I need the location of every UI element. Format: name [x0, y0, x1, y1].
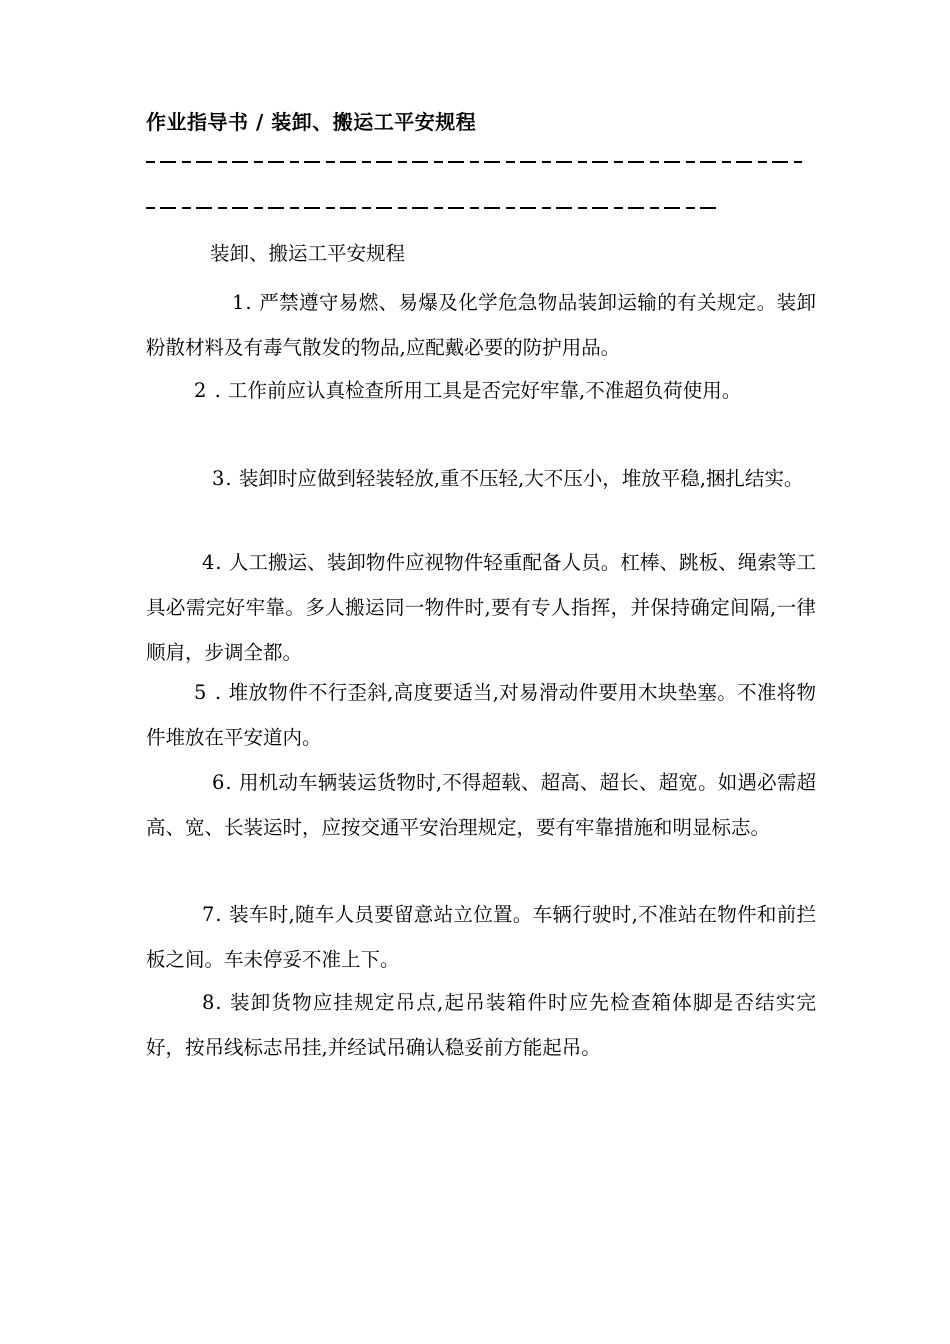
rule-item	[146, 892, 816, 982]
rule-number: 6.	[212, 771, 233, 794]
rule-item	[146, 540, 816, 675]
header-title: 作业指导书 / 装卸、搬运工平安规程	[146, 110, 477, 134]
rule-number: 8.	[202, 991, 223, 1014]
rule-text: 装卸时应做到轻装轻放,重不压轻,大不压小，堆放平稳,捆扎结实。	[238, 467, 804, 490]
rule-item	[146, 760, 816, 850]
rule-number: 7.	[202, 903, 223, 926]
rule-item	[146, 456, 816, 501]
rule-text: 用机动车辆装运货物时,不得超载、超高、超长、超宽。如遇必需超高、宽、长装运时，应按交通平安治理规定，要有牢靠措施和明显标志。	[146, 771, 817, 839]
rule-text: 严禁遵守易燃、易爆及化学危急物品装卸运输的有关规定。装卸粉散材料及有毒气散发的物品,应配戴必要的防护用品。	[146, 291, 816, 359]
rule-text: 装卸货物应挂规定吊点,起吊装箱件时应先检查箱体脚是否结实完好，按吊线标志吊挂,并经试吊确认稳妥前方能起吊。	[146, 991, 816, 1059]
rule-text: 工作前应认真检查所用工具是否完好牢靠,不准超负荷使用。	[228, 379, 742, 402]
rule-item	[146, 670, 816, 760]
rule-item	[146, 280, 816, 370]
rule-number: 3.	[212, 467, 233, 490]
rule-item	[146, 368, 816, 413]
rule-text: 装车时,随车人员要留意站立位置。车辆行驶时,不准站在物件和前拦板之间。车未停妥不准上下。	[146, 903, 816, 971]
rule-text: 人工搬运、装卸物件应视物件轻重配备人员。杠棒、跳板、绳索等工具必需完好牢靠。多人搬运同一物件时,要有专人指挥，并保持确定间隔,一律顺肩，步调全都。	[146, 551, 816, 664]
header-divider	[146, 207, 721, 209]
rule-number: 5 .	[194, 681, 223, 704]
document-title: 装卸、搬运工平安规程	[210, 242, 406, 265]
rule-item	[146, 980, 816, 1070]
header-divider	[146, 161, 802, 163]
rule-number: 2 .	[194, 379, 222, 402]
rule-number: 4.	[202, 551, 223, 574]
rule-number: 1.	[232, 291, 253, 314]
rule-text: 堆放物件不行歪斜,高度要适当,对易滑动件要用木块垫塞。不准将物件堆放在平安道内。	[146, 681, 816, 749]
